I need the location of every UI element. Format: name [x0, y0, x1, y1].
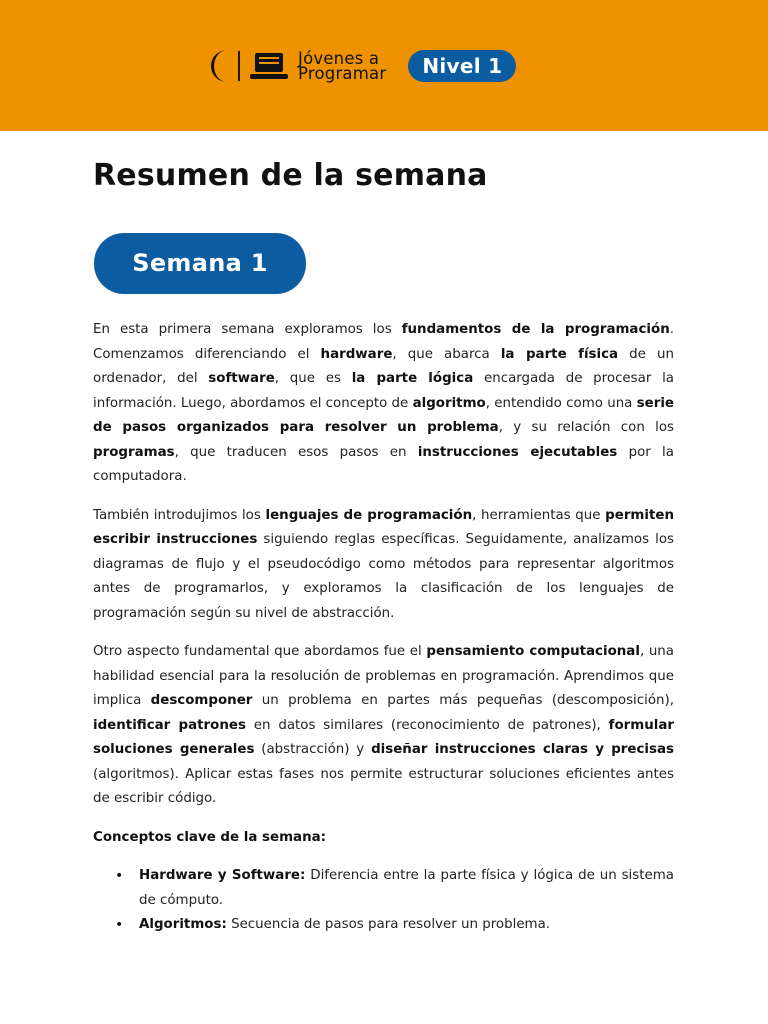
bold-text: permiten escribir instrucciones — [93, 507, 674, 547]
summary-paragraph — [93, 504, 674, 627]
text-run: , herramientas que — [472, 507, 606, 523]
bold-text: software — [208, 371, 275, 386]
bold-text: diseñar instrucciones claras y precisas — [371, 742, 674, 757]
summary-paragraph — [93, 640, 674, 812]
bold-text: formular soluciones generales — [93, 717, 674, 757]
text-run: También introdujimos los — [93, 507, 266, 523]
brand-name — [298, 51, 386, 81]
text-run: por la computadora. — [93, 444, 674, 484]
crescent-moon-icon — [210, 49, 230, 83]
text-run: Secuencia de pasos para resolver un problema. — [226, 917, 551, 932]
list-item — [139, 864, 674, 913]
text-run: En esta primera semana exploramos los — [93, 322, 402, 337]
summary-content — [93, 318, 674, 938]
laptop-icon — [250, 51, 288, 81]
bold-text: algoritmo — [412, 395, 486, 411]
text-run: . Comenzamos diferenciando el — [93, 322, 674, 362]
text-run: , entendido como una — [485, 395, 637, 411]
bold-text: identificar patrones — [93, 717, 246, 733]
text-run: Otro aspecto fundamental que abordamos fue el — [93, 644, 427, 659]
key-concepts-list — [93, 864, 674, 938]
key-concepts-heading — [93, 826, 674, 851]
text-run: , y su relación con los — [498, 420, 675, 435]
summary-paragraph — [93, 318, 674, 490]
bold-text: Hardware y Software: — [139, 868, 306, 883]
bold-text: descomponer — [150, 693, 253, 708]
brand-line-2: Programar — [298, 64, 387, 83]
bold-text: fundamentos de la programación — [401, 322, 670, 337]
text-run: un problema en partes más pequeñas (descomposición), — [252, 693, 675, 708]
bold-text: instrucciones ejecutables — [417, 444, 618, 460]
bold-text: la parte física — [500, 346, 619, 362]
bold-text: hardware — [320, 346, 393, 362]
text-run: , una habilidad esencial para la resolución de problemas en programación. Aprendimos que implica — [93, 644, 675, 708]
brand-line-1: Jóvenes a — [298, 49, 380, 68]
text-run: , que traducen esos pasos en — [174, 444, 418, 460]
brand-logo — [210, 46, 516, 86]
bold-text: pensamiento computacional — [426, 644, 640, 659]
bold-text: Algoritmos: — [139, 917, 227, 932]
week-pill: Semana 1 — [94, 233, 306, 294]
text-run: (algoritmos). Aplicar estas fases nos permite estructurar soluciones eficientes antes de escribir código. — [93, 766, 674, 806]
text-run: (abstracción) y — [254, 742, 372, 757]
header-banner — [0, 0, 768, 131]
text-run: , que es — [274, 371, 352, 386]
logo-divider — [238, 51, 240, 81]
bold-text: la parte lógica — [351, 371, 474, 386]
list-item — [139, 913, 674, 938]
bold-text: serie de pasos organizados para resolver un problema — [93, 395, 674, 435]
text-run: , que abarca — [392, 346, 501, 362]
text-run: de un ordenador, del — [93, 346, 674, 386]
text-run: Diferencia entre la parte física y lógica de un sistema de cómputo. — [139, 868, 674, 908]
bold-text: lenguajes de programación — [265, 507, 473, 523]
bold-text: programas — [93, 444, 175, 460]
text-run: encargada de procesar la información. Luego, abordamos el concepto de — [93, 371, 675, 411]
level-badge: Nivel 1 — [408, 50, 516, 82]
key-concepts-heading-text: Conceptos clave de la semana: — [93, 829, 327, 845]
text-run: en datos similares (reconocimiento de patrones), — [245, 717, 609, 733]
page-title: Resumen de la semana — [93, 158, 488, 193]
text-run: siguiendo reglas específicas. Seguidamente, analizamos los diagramas de flujo y el pseudocódigo como métodos para representar algoritmos antes de programarlos, y exploramos la clasificación de los lenguajes de programación según su nivel de abstracción. — [93, 532, 675, 621]
